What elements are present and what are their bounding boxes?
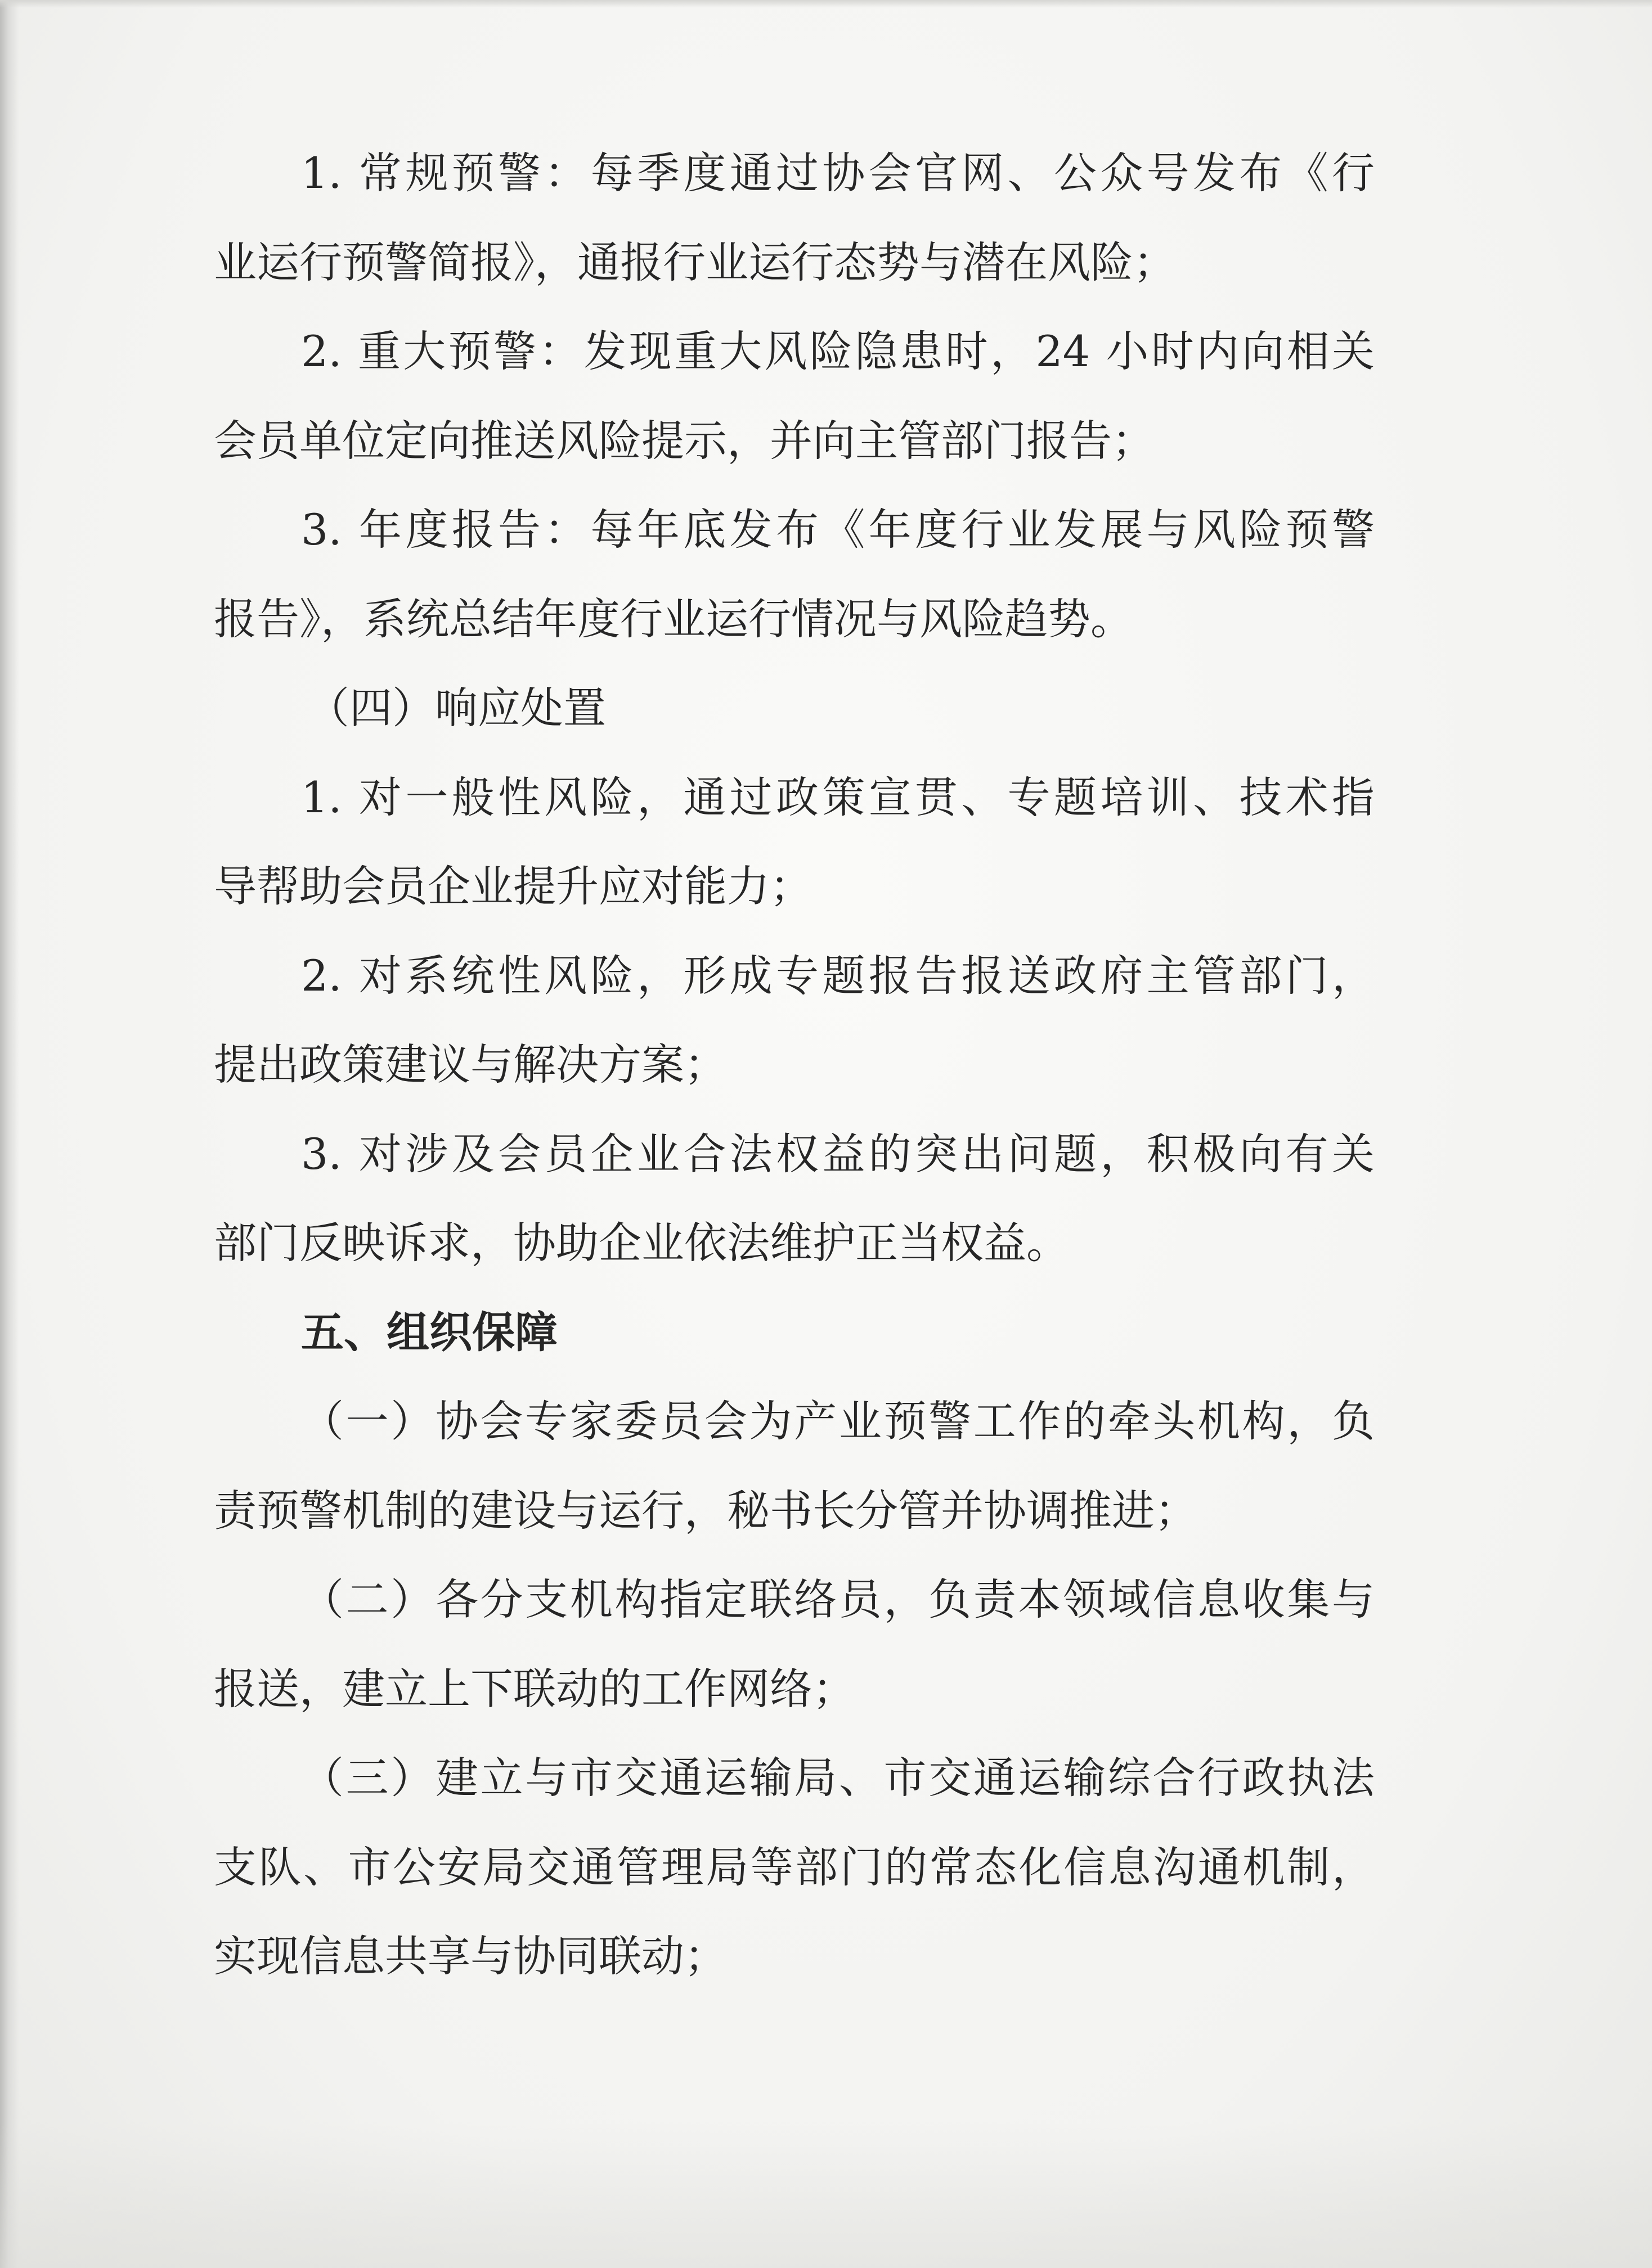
response-item-systemic — [214, 932, 1375, 1110]
paragraph-line: 业运行预警简报》，通报行业运行态势与潜在风险； — [214, 237, 1176, 287]
paragraph-line: 实现信息共享与协同联动； — [214, 1931, 727, 1981]
paragraph-line: 2. 对系统性风险，形成专题报告报送政府主管部门， — [301, 950, 1375, 1001]
scan-edge-shadow — [0, 0, 19, 2268]
paragraph-line: 3. 对涉及会员企业合法权益的突出问题，积极向有关 — [301, 1128, 1375, 1179]
organization-item-1 — [214, 1377, 1375, 1555]
paragraph-line: 支队、市公安局交通管理局等部门的常态化信息沟通机制， — [214, 1842, 1375, 1892]
paragraph-line: 责预警机制的建设与运行，秘书长分管并协调推进； — [214, 1485, 1197, 1536]
paragraph-line: 1. 对一般性风险，通过政策宣贯、专题培训、技术指 — [301, 772, 1375, 822]
warning-item-annual — [214, 485, 1375, 664]
organization-item-2 — [214, 1555, 1375, 1734]
response-item-general — [214, 753, 1375, 932]
paragraph-line: 导帮助会员企业提升应对能力； — [214, 861, 812, 911]
warning-item-major — [214, 307, 1375, 485]
section-heading-organization: 五、组织保障 — [301, 1307, 558, 1357]
paragraph-line: （二）各分支机构指定联络员，负责本领域信息收集与 — [301, 1574, 1375, 1624]
paragraph-line: （一）协会专家委员会为产业预警工作的牵头机构，负 — [301, 1396, 1375, 1446]
paragraph-line: 会员单位定向推送风险提示，并向主管部门报告； — [214, 415, 1155, 466]
paragraph-line: 2. 重大预警：发现重大风险隐患时，24 小时内向相关 — [301, 326, 1375, 376]
paragraph-line: 提出政策建议与解决方案； — [214, 1040, 727, 1090]
scan-bottom-shade — [0, 2122, 1652, 2268]
paragraph-line: （三）建立与市交通运输局、市交通运输综合行政执法 — [301, 1753, 1375, 1803]
warning-item-regular — [214, 129, 1375, 307]
paragraph-line: 报告》，系统总结年度行业运行情况与风险趋势。 — [214, 593, 1133, 644]
paragraph-line: 部门反映诉求，协助企业依法维护正当权益。 — [214, 1218, 1069, 1268]
scan-top-shadow — [0, 0, 1652, 8]
organization-item-3 — [214, 1734, 1375, 2001]
document-body — [214, 129, 1375, 2001]
response-item-rights — [214, 1110, 1375, 1288]
section-heading-response: （四）响应处置 — [307, 683, 606, 733]
paragraph-line: 3. 年度报告：每年底发布《年度行业发展与风险预警 — [301, 505, 1375, 555]
paragraph-line: 1. 常规预警：每季度通过协会官网、公众号发布《行 — [301, 148, 1375, 198]
paragraph-line: 报送，建立上下联动的工作网络； — [214, 1663, 855, 1714]
